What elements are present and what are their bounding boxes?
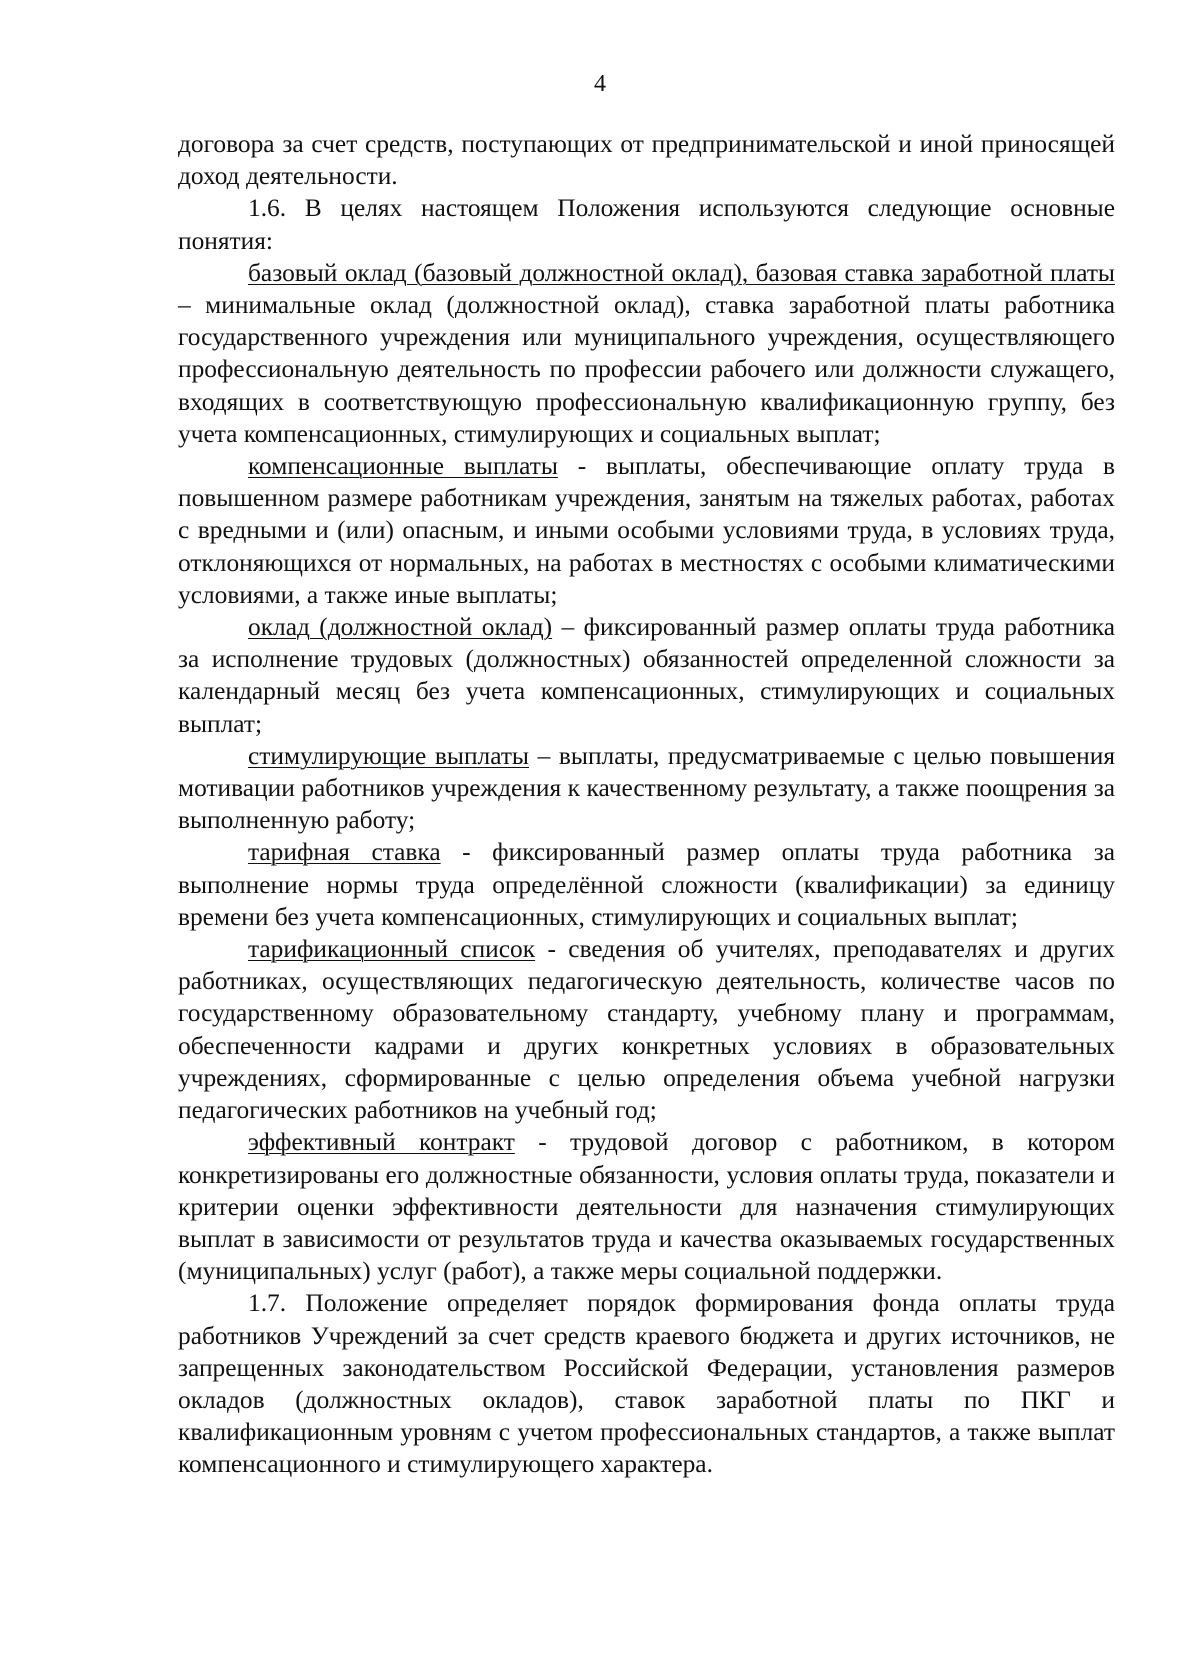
- paragraph-text: 1.7. Положение определяет порядок формирования фонда оплаты труда работников Учреждений за счет средств краевого бюджета и других источников, не запрещенных законодательством Российской Федерации, установления размеров окладов (должностных окладов), ставок заработной платы по ПКГ и квалификационным уровням с учетом профессиональных стандартов, а также выплат компенсационного и стимулирующего характера.: [178, 1289, 1115, 1479]
- defined-term: эффективный контракт: [248, 1128, 515, 1157]
- paragraph-1-6: [178, 192, 1115, 256]
- paragraph-1-7: [178, 1287, 1115, 1480]
- defined-term: тарификационный список: [248, 935, 536, 964]
- definition-text: - сведения об учителях, преподавателях и других работниках, осуществляющих педагогическую деятельность, количестве часов по государственному образовательному стандарту, учебному плану и программам, обеспеченности кадрами и других конкретных условиях в образовательных учреждениях, сформированные с целью определения объема учебной нагрузки педагогических работников на учебный год;: [178, 935, 1115, 1125]
- definition-incentive-payments: [178, 740, 1115, 837]
- definition-tariff-rate: [178, 836, 1115, 933]
- paragraph-text: 1.6. В целях настоящем Положения используются следующие основные понятия:: [178, 194, 1115, 255]
- defined-term: оклад (должностной оклад): [248, 613, 553, 642]
- page-number: 4: [594, 71, 606, 97]
- definition-text: - фиксированный размер оплаты труда работника за выполнение нормы труда определённой сложности (квалификации) за единицу времени без учета компенсационных, стимулирующих и социальных выплат;: [178, 838, 1115, 931]
- definition-text: – выплаты, предусматриваемые с целью повышения мотивации работников учреждения к качественному результату, а также поощрения за выполненную работу;: [178, 741, 1115, 835]
- definition-base-salary: [178, 257, 1115, 450]
- definition-compensation-payments: [178, 450, 1115, 611]
- defined-term: компенсационные выплаты: [248, 452, 558, 481]
- paragraph-text: договора за счет средств, поступающих от предпринимательской и иной приносящей доход деятельности.: [178, 130, 1115, 191]
- defined-term: базовый оклад (базовый должностной оклад), базовая ставка заработной платы: [248, 258, 1115, 287]
- definition-text: – фиксированный размер оплаты труда работника за исполнение трудовых (должностных) обязанностей определенной сложности за календарный месяц без учета компенсационных, стимулирующих и социальных выплат;: [178, 613, 1116, 738]
- defined-term: стимулирующие выплаты: [248, 741, 529, 770]
- definition-text: - выплаты, обеспечивающие оплату труда в повышенном размере работникам учреждения, занятым на тяжелых работах, работах с вредными и (или) опасным, и иными особыми условиями труда, в условиях труда, отклоняющихся от нормальных, на работах в местностях с особыми климатическими условиями, а также иные выплаты;: [178, 452, 1116, 609]
- definition-effective-contract: [178, 1126, 1115, 1287]
- document-body: [178, 128, 1115, 1481]
- definition-text: - трудовой договор с работником, в котором конкретизированы его должностные обязанности, условия оплаты труда, показатели и критерии оценки эффективности деятельности для назначения стимулирующих выплат в зависимости от результатов труда и качества оказываемых государственных (муниципальных) услуг (работ), а также меры социальной поддержки.: [178, 1128, 1115, 1286]
- paragraph-continuation: [178, 128, 1115, 192]
- definition-salary: [178, 611, 1115, 740]
- defined-term: тарифная ставка: [248, 838, 441, 867]
- definition-tariff-list: [178, 933, 1115, 1126]
- definition-text: – минимальные оклад (должностной оклад), ставка заработной платы работника государственного учреждения или муниципального учреждения, осуществляющего профессиональную деятельность по профессии рабочего или должности служащего, входящих в соответствующую профессиональную квалификационную группу, без учета компенсационных, стимулирующих и социальных выплат;: [178, 291, 1115, 448]
